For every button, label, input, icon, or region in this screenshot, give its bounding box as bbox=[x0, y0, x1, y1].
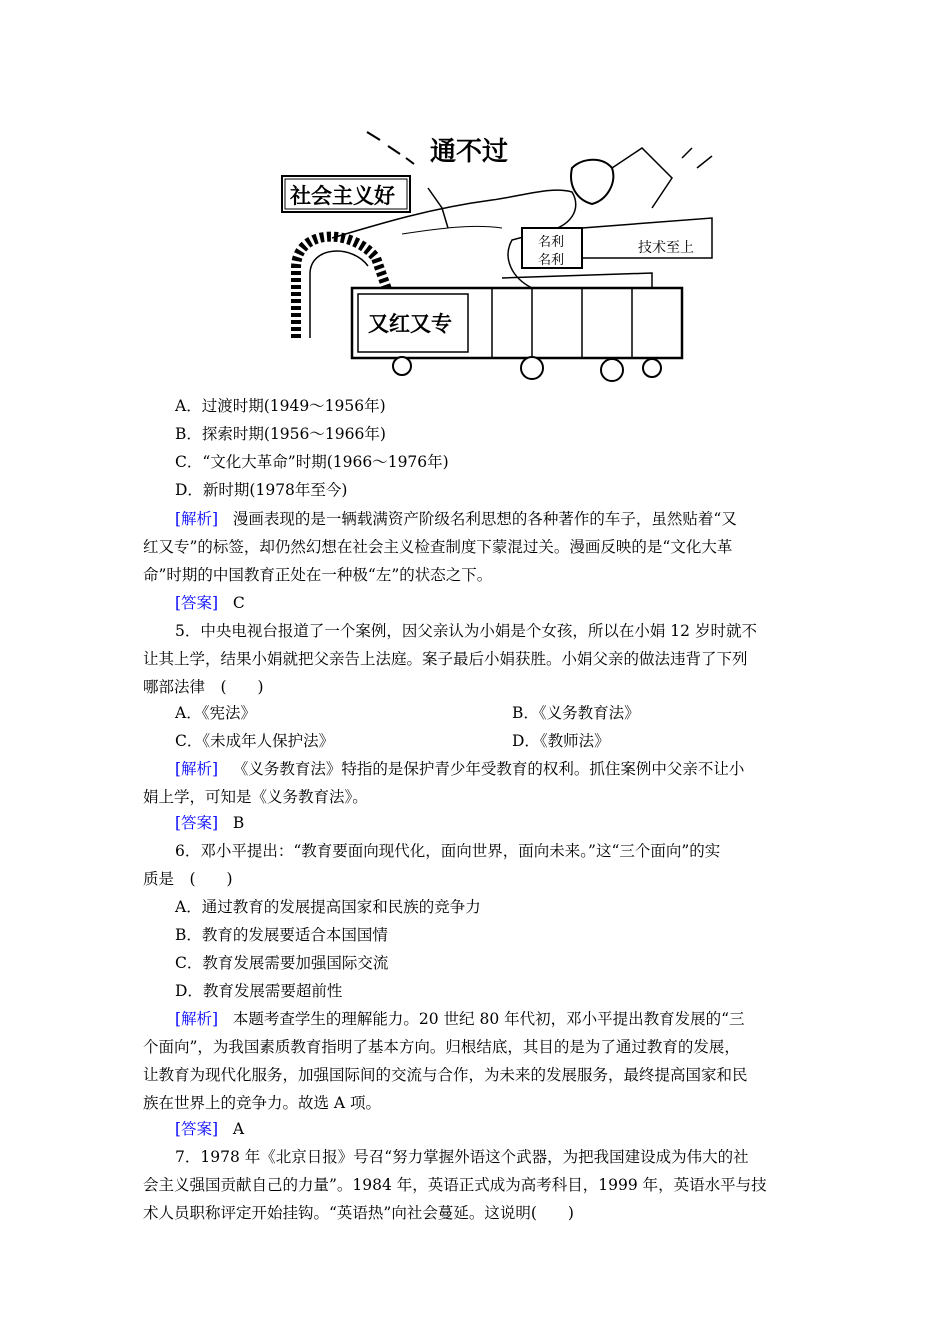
answer-tag: [答案] bbox=[175, 594, 219, 612]
q6-analysis-line-1 bbox=[175, 1005, 808, 1033]
q5-answer-value: B bbox=[232, 814, 245, 832]
q6-analysis-text-1: 本题考查学生的理解能力。20 世纪 80 年代初，邓小平提出教育发展的“三 bbox=[232, 1010, 745, 1028]
q6-analysis-line-4: 族在世界上的竞争力。故选 A 项。 bbox=[143, 1094, 382, 1112]
answer-tag: [答案] bbox=[175, 1120, 219, 1138]
q6-option-a: A．通过教育的发展提高国家和民族的竞争力 bbox=[175, 898, 481, 916]
q4-option-b: B．探索时期(1956～1966年) bbox=[175, 425, 386, 443]
cartoon-illustration bbox=[272, 128, 720, 384]
q6-option-c: C．教育发展需要加强国际交流 bbox=[175, 954, 389, 972]
q7-stem-line-2: 会主义强国贡献自己的力量”。1984 年，英语正式成为高考科目，1999 年，英语水平与技 bbox=[143, 1176, 767, 1194]
answer-tag: [答案] bbox=[175, 814, 219, 832]
q5-stem-line-3: 哪部法律 ( ) bbox=[143, 678, 264, 696]
q5-option-a: A．《宪法》 bbox=[175, 704, 256, 722]
q7-stem-line-3: 术人员职称评定开始挂钩。“英语热”向社会蔓延。这说明( ) bbox=[143, 1204, 574, 1222]
q5-option-b: B．《义务教育法》 bbox=[512, 704, 640, 722]
q7-stem-line-1: 7．1978 年《北京日报》号召“努力掌握外语这个武器，为把我国建设成为伟大的社 bbox=[175, 1148, 749, 1166]
cartoon-label-fame1: 名利 bbox=[538, 235, 565, 250]
q6-option-d: D．教育发展需要超前性 bbox=[175, 982, 343, 1000]
q5-option-c: C．《未成年人保护法》 bbox=[175, 732, 335, 750]
q6-option-b: B．教育的发展要适合本国国情 bbox=[175, 926, 388, 944]
q6-stem-line-2: 质是 ( ) bbox=[143, 870, 233, 888]
q6-stem-line-1: 6．邓小平提出：“教育要面向现代化，面向世界，面向未来。”这“三个面向”的实 bbox=[175, 842, 721, 860]
cartoon-label-socialism: 社会主义好 bbox=[290, 184, 395, 208]
q4-analysis-line-3: 命”时期的中国教育正处在一种极“左”的状态之下。 bbox=[143, 566, 493, 584]
cartoon-label-tech: 技术至上 bbox=[638, 240, 694, 256]
q4-option-c: C．“文化大革命”时期(1966～1976年) bbox=[175, 453, 449, 471]
q5-answer bbox=[175, 809, 840, 837]
q6-answer-value: A bbox=[232, 1120, 245, 1138]
q4-answer bbox=[175, 589, 840, 617]
q5-analysis-line-2: 娟上学，可知是《义务教育法》。 bbox=[143, 788, 368, 806]
q6-analysis-line-3: 让教育为现代化服务，加强国际间的交流与合作，为未来的发展服务，最终提高国家和民 bbox=[143, 1066, 748, 1084]
cartoon-label-redexpert: 又红又专 bbox=[368, 312, 452, 336]
cartoon-label-fame2: 名利 bbox=[538, 253, 565, 268]
analysis-tag: [解析] bbox=[175, 1010, 219, 1028]
q5-stem-line-2: 让其上学，结果小娟就把父亲告上法庭。案子最后小娟获胜。小娟父亲的做法违背了下列 bbox=[143, 650, 748, 668]
q4-option-d: D．新时期(1978年至今) bbox=[175, 481, 348, 499]
q5-option-d: D．《教师法》 bbox=[512, 732, 610, 750]
cartoon-label-pass: 通不过 bbox=[430, 137, 509, 167]
analysis-tag: [解析] bbox=[175, 760, 219, 778]
q4-analysis-line-1 bbox=[175, 505, 808, 533]
q4-analysis-text-1: 漫画表现的是一辆载满资产阶级名利思想的各种著作的车子，虽然贴着“又 bbox=[232, 510, 737, 528]
q4-answer-value: C bbox=[232, 594, 245, 612]
q6-analysis-line-2: 个面向”，为我国素质教育指明了基本方向。归根结底，其目的是为了通过教育的发展， bbox=[143, 1038, 740, 1056]
q6-answer bbox=[175, 1115, 840, 1143]
q4-analysis-line-2: 红又专”的标签，却仍然幻想在社会主义检查制度下蒙混过关。漫画反映的是“文化大革 bbox=[143, 538, 733, 556]
q4-option-a: A．过渡时期(1949～1956年) bbox=[175, 397, 386, 415]
q5-stem-line-1: 5．中央电视台报道了一个案例，因父亲认为小娟是个女孩，所以在小娟 12 岁时就不 bbox=[175, 622, 757, 640]
analysis-tag: [解析] bbox=[175, 510, 219, 528]
q5-analysis-text-1: 《义务教育法》特指的是保护青少年受教育的权利。抓住案例中父亲不让小 bbox=[232, 760, 745, 778]
q5-analysis-line-1 bbox=[175, 755, 808, 783]
